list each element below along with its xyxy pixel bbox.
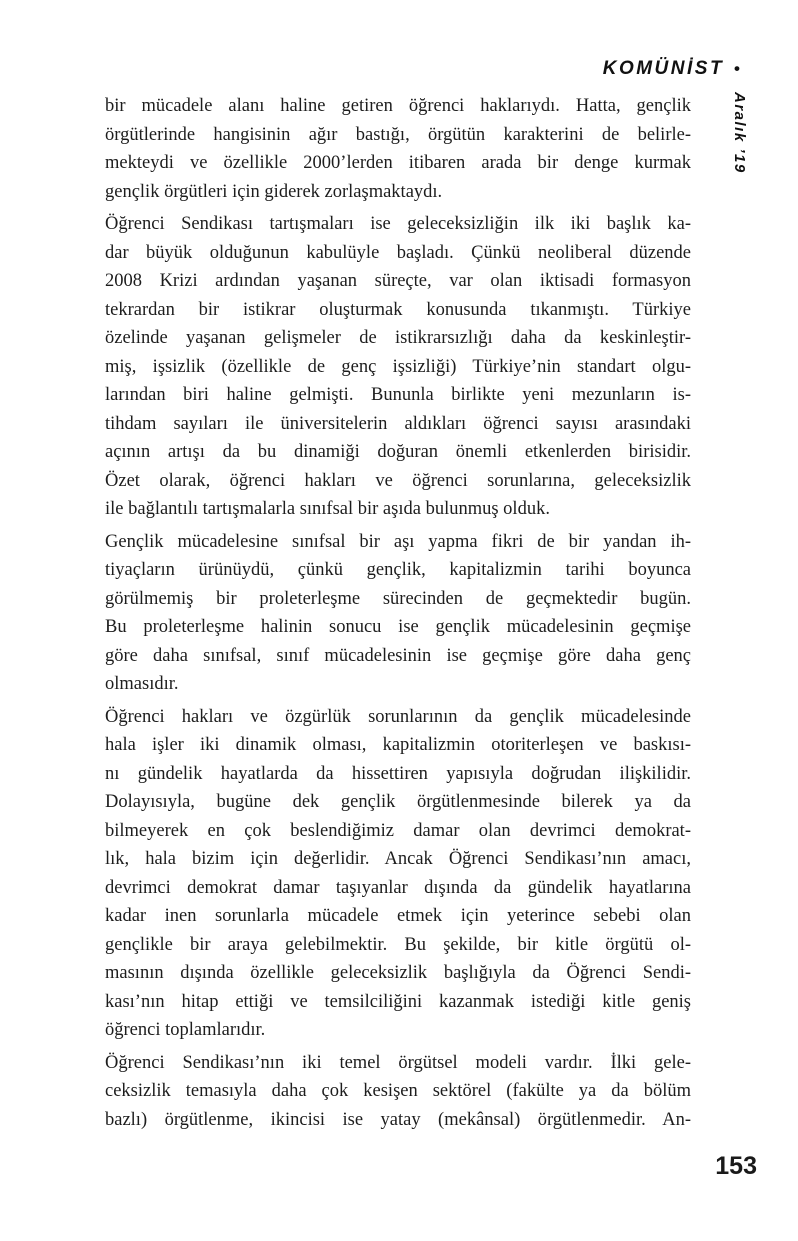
text-line: miş, işsizlik (özellikle de genç işsizliği) Türkiye’nin standart olgu- (105, 356, 691, 377)
text-line: Öğrenci Sendikası tartışmaları ise geleceksizliğin ilk iki başlık ka- (105, 214, 691, 234)
text-line: ceksizlik temasıyla daha çok kesişen sektörel (fakülte ya da bölüm (105, 1081, 691, 1101)
text-line: larından biri haline gelmişti. Bununla birlikte yeni mezunların is- (105, 385, 691, 405)
text-line: öğrenci toplamlarıdır. (105, 1020, 266, 1040)
text-line: tekrardan bir istikrar oluşturmak konusunda tıkanmıştı. Türkiye (105, 299, 691, 320)
text-line: açının artışı da bu dinamiği doğuran önemli etkenlerden birisidir. (105, 442, 691, 462)
paragraph (105, 210, 691, 524)
text-line: kası’nın hitap ettiği ve temsilciliğini kazanmak istediği kitle geniş (105, 991, 691, 1012)
text-line: Dolayısıyla, bugüne dek gençlik örgütlenmesinde bilerek ya da (105, 792, 691, 812)
text-line: gençlikle bir araya gelebilmektir. Bu şekilde, bir kitle örgütü ol- (105, 934, 691, 955)
text-line: mekteydi ve özellikle 2000’lerden itibaren arada bir denge kurmak (105, 153, 691, 173)
text-line: kadar inen sorunlarla mücadele etmek için yeterince sebebi olan (105, 906, 691, 926)
text-line: Öğrenci hakları ve özgürlük sorunlarının da gençlik mücadelesinde (105, 706, 691, 727)
text-line: örgütlerinde hangisinin ağır bastığı, örgütün karakterini de belirle- (105, 124, 691, 145)
text-line: Bu proleterleşme halinin sonucu ise gençlik mücadelesinin geçmişe (105, 617, 691, 637)
text-line: gençlik örgütleri için giderek zorlaşmaktaydı. (105, 181, 443, 202)
text-line: devrimci demokrat damar taşıyanlar dışında da gündelik hayatlarına (105, 877, 691, 898)
text-line: bazlı) örgütlenme, ikincisi ise yatay (mekânsal) örgütlenmedir. An- (105, 1109, 691, 1130)
journal-title: KOMÜNİST (602, 58, 725, 79)
text-line: nı gündelik hayatlarda da hissettiren yapısıyla doğrudan ilişkilidir. (105, 763, 691, 784)
text-line: özelinde yaşanan gelişmeler de istikrarsızlığı daha da keskinleştir- (105, 328, 691, 348)
text-line: 2008 Krizi ardından yaşanan süreçte, var olan iktisadi formasyon (105, 271, 691, 291)
paragraph (105, 1049, 691, 1135)
text-line: Gençlik mücadelesine sınıfsal bir aşı yapma fikri de bir yandan ih- (105, 531, 691, 552)
body-text (105, 92, 691, 1138)
page-header (603, 58, 740, 80)
text-line: hala işler iki dinamik olması, kapitalizmin otoriterleşen ve baskısı- (105, 735, 691, 755)
header-bullet-icon: • (734, 59, 740, 78)
text-line: bir mücadele alanı haline getiren öğrenci haklarıydı. Hatta, gençlik (105, 96, 691, 116)
text-line: olmasıdır. (105, 674, 179, 694)
text-line: ile bağlantılı tartışmalarla sınıfsal bir aşıda bulunmuş olduk. (105, 499, 550, 519)
text-line: bilmeyerek en çok beslendiğimiz damar olan devrimci demokrat- (105, 820, 691, 841)
paragraph (105, 92, 691, 206)
page-number: 153 (715, 1152, 757, 1180)
text-line: tihdam sayıları ile üniversitelerin aldıkları öğrenci sayısı arasındaki (105, 413, 691, 434)
paragraph (105, 703, 691, 1045)
text-line: göre daha sınıfsal, sınıf mücadelesinin ise geçmişe göre daha genç (105, 645, 691, 666)
issue-label: Aralık ’19 (731, 92, 748, 174)
text-line: masının dışında özellikle geleceksizlik başlığıyla da Öğrenci Sendi- (105, 963, 691, 983)
text-line: Özet olarak, öğrenci hakları ve öğrenci sorunlarına, geleceksizlik (105, 470, 691, 491)
text-line: dar büyük olduğunun kabulüyle başladı. Çünkü neoliberal düzende (105, 242, 691, 263)
text-line: lık, hala bizim için değerlidir. Ancak Öğrenci Sendikası’nın amacı, (105, 849, 691, 869)
paragraph (105, 528, 691, 699)
text-line: tiyaçların ürünüydü, çünkü gençlik, kapitalizmin tarihi boyunca (105, 560, 691, 580)
text-line: Öğrenci Sendikası’nın iki temel örgütsel modeli vardır. İlki gele- (105, 1052, 691, 1073)
text-line: görülmemiş bir proleterleşme sürecinden de geçmektedir bugün. (105, 588, 691, 609)
